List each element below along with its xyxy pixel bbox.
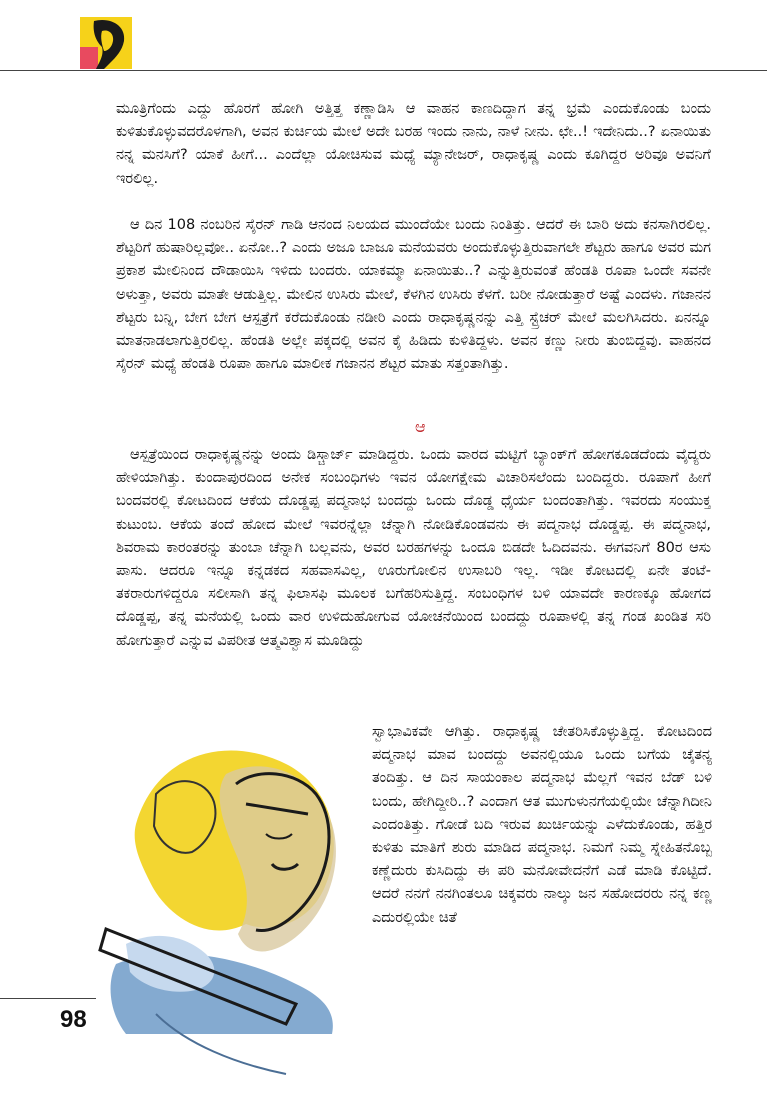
paragraph-3: ಆಸ್ಪತ್ರೆಯಿಂದ ರಾಧಾಕೃಷ್ಣನನ್ನು ಅಂದು ಡಿಸ್ಚಾರ್ಜ್ ಮಾಡಿದ್ದರು. ಒಂದು ವಾರದ ಮಟ್ಟಿಗೆ ಬ್ಯಾಂಕ್‌ಗೆ ಹೋಗಕೂಡದೆಂದು ವೈದ್ಯರು ಹೇಳಿಯಾಗಿತ್ತು. ಕುಂದಾಪುರದಿಂದ ಅನೇಕ ಸಂಬಂಧಿಗಳು ಇವನ ಯೋಗಕ್ಷೇಮ ವಿಚಾರಿಸಲೆಂದು ಬಂದಿದ್ದರು. ರೂಪಾಗೆ ಹೀಗೆ ಬಂದವರಲ್ಲಿ ಕೋಟದಿಂದ ಆಕೆಯ ದೊಡ್ಡಪ್ಪ ಪದ್ಮನಾಭ ಬಂದದ್ದು ಒಂದು ದೊಡ್ಡ ಧೈರ್ಯ ಬಂದಂತಾಗಿತ್ತು. ಇವರದು ಸಂಯುಕ್ತ ಕುಟುಂಬ. ಆಕೆಯ ತಂದೆ ಹೋದ ಮೇಲೆ ಇವರನ್ನೆಲ್ಲಾ ಚೆನ್ನಾಗಿ ನೋಡಿಕೊಂಡವನು ಈ ಪದ್ಮನಾಭ ದೊಡ್ಡಪ್ಪ. ಈ ಪದ್ಮನಾಭ, ಶಿವರಾಮ ಕಾರಂತರನ್ನು ತುಂಬಾ ಚೆನ್ನಾಗಿ ಬಲ್ಲವನು, ಅವರ ಬರಹಗಳನ್ನು ಒಂದೂ ಬಿಡದೇ ಓದಿದವನು. ಈಗವನಿಗೆ 80ರ ಆಸು ಪಾಸು. ಆದರೂ ಇನ್ನೂ ಕನ್ನಡಕದ ಸಹವಾಸವಿಲ್ಲ, ಊರುಗೋಲಿನ ಉಸಾಬರಿ ಇಲ್ಲ. ಇಡೀ ಕೋಟದಲ್ಲಿ ಏನೇ ತಂಟೆ-ತಕರಾರುಗಳಿದ್ದರೂ ಸಲೀಸಾಗಿ ತನ್ನ ಫಿಲಾಸಫಿ ಮೂಲಕ ಬಗೆಹರಿಸುತ್ತಿದ್ದ. ಸಂಬಂಧಿಗಳ ಬಳಿ ಯಾವದೇ ಕಾರಣಕ್ಕೂ ಹೋಗದ ದೊಡ್ಡಪ್ಪ, ತನ್ನ ಮನೆಯಲ್ಲಿ ಒಂದು ವಾರ ಉಳಿದುಹೋಗುವ ಯೋಚನೆಯಿಂದ ಬಂದದ್ದು ರೂಪಾಳಲ್ಲಿ ತನ್ನ ಗಂಡ ಖಂಡಿತ ಸರಿ ಹೋಗುತ್ತಾರೆ ಎನ್ನುವ ವಿಪರೀತ ಆತ್ಮವಿಶ್ವಾಸ ಮೂಡಿದ್ದು [116,447,711,649]
section-ornament: ಆ [415,417,426,436]
page-number: 98 [60,1006,87,1033]
header-rule [0,70,767,71]
magazine-logo [80,17,132,69]
story-illustration [96,714,362,1090]
page-number-rule [0,998,96,999]
paragraph-1: ಮೂತ್ರಿಗೆಂದು ಎದ್ದು ಹೊರಗೆ ಹೋಗಿ ಅತ್ತಿತ್ತ ಕಣ್ಣಾಡಿಸಿ ಆ ವಾಹನ ಕಾಣದಿದ್ದಾಗ ತನ್ನ ಭ್ರಮೆ ಎಂದುಕೊಂಡು ಬಂದು ಕುಳಿತುಕೊಳ್ಳುವದರೊಳಗಾಗಿ, ಅವನ ಕುರ್ಚಿಯ ಮೇಲೆ ಅದೇ ಬರಹ ಇಂದು ನಾನು, ನಾಳೆ ನೀನು. ಛೇ..! ಇದೇನಿದು..? ಏನಾಯಿತು ನನ್ನ ಮನಸಿಗೆ? ಯಾಕೆ ಹೀಗೆ... ಎಂದೆಲ್ಲಾ ಯೋಚಿಸುವ ಮಧ್ಯೆ ಮ್ಯಾನೇಜರ್, ರಾಧಾಕೃಷ್ಣ ಎಂದು ಕೂಗಿದ್ದರ ಅರಿವೂ ಅವನಿಗೆ ಇರಲಿಲ್ಲ. [116,101,711,187]
paragraph-2: ಆ ದಿನ 108 ನಂಬರಿನ ಸೈರನ್ ಗಾಡಿ ಆನಂದ ನಿಲಯದ ಮುಂದೆಯೇ ಬಂದು ನಿಂತಿತ್ತು. ಆದರೆ ಈ ಬಾರಿ ಅದು ಕನಸಾಗಿರಲಿಲ್ಲ. ಶೆಟ್ಟರಿಗೆ ಹುಷಾರಿಲ್ಲವೋ.. ಏನೋ..? ಎಂದು ಅಜೂ ಬಾಜೂ ಮನೆಯವರು ಅಂದುಕೊಳ್ಳುತ್ತಿರುವಾಗಲೇ ಶೆಟ್ಟರು ಹಾಗೂ ಅವರ ಮಗ ಪ್ರಕಾಶ ಮೇಲಿನಿಂದ ದೌಡಾಯಿಸಿ ಇಳಿದು ಬಂದರು. ಯಾಕಮ್ಮಾ ಏನಾಯಿತು..? ಎನ್ನುತ್ತಿರುವಂತೆ ಹೆಂಡತಿ ರೂಪಾ ಒಂದೇ ಸವನೇ ಅಳುತ್ತಾ, ಅವರು ಮಾತೇ ಆಡುತ್ತಿಲ್ಲ. ಮೇಲಿನ ಉಸಿರು ಮೇಲೆ, ಕೆಳಗಿನ ಉಸಿರು ಕೆಳಗೆ. ಬರೀ ನೋಡುತ್ತಾರೆ ಅಷ್ಟೆ ಎಂದಳು. ಗಜಾನನ ಶೆಟ್ಟರು ಬನ್ನಿ, ಬೇಗ ಬೇಗ ಆಸ್ಪತ್ರೆಗೆ ಕರೆದುಕೊಂಡು ನಡೀರಿ ಎಂದು ರಾಧಾಕೃಷ್ಣನನ್ನು ಎತ್ತಿ ಸ್ಟ್ರೆಚರ್ ಮೇಲೆ ಮಲಗಿಸಿದರು. ಏನನ್ನೂ ಮಾತನಾಡಲಾಗುತ್ತಿರಲಿಲ್ಲ. ಹೆಂಡತಿ ಅಲ್ಲೇ ಪಕ್ಕದಲ್ಲಿ ಅವನ ಕೈ ಹಿಡಿದು ಕುಳಿತಿದ್ದಳು. ಅವನ ಕಣ್ಣು ನೀರು ತುಂಬಿದ್ದವು. ವಾಹನದ ಸೈರನ್ ಮಧ್ಯೆ ಹೆಂಡತಿ ರೂಪಾ ಹಾಗೂ ಮಾಲೀಕ ಗಜಾನನ ಶೆಟ್ಟರ ಮಾತು ಸತ್ತಂತಾಗಿತ್ತು. [116,217,711,373]
paragraph-4: ಸ್ವಾಭಾವಿಕವೇ ಆಗಿತ್ತು. ರಾಧಾಕೃಷ್ಣ ಚೇತರಿಸಿಕೊಳ್ಳುತ್ತಿದ್ದ. ಕೋಟದಿಂದ ಪದ್ಮನಾಭ ಮಾವ ಬಂದದ್ದು ಅವನಲ್ಲಿಯೂ ಒಂದು ಬಗೆಯ ಚೈತನ್ಯ ತಂದಿತ್ತು. ಆ ದಿನ ಸಾಯಂಕಾಲ ಪದ್ಮನಾಭ ಮೆಲ್ಲಗೆ ಇವನ ಬೆಡ್ ಬಳಿ ಬಂದು, ಹೇಗಿದ್ದೀರಿ..? ಎಂದಾಗ ಆತ ಮುಗುಳುನಗೆಯಲ್ಲಿಯೇ ಚೆನ್ನಾಗಿದೀನಿ ಎಂದಂತಿತ್ತು. ಗೋಡೆ ಬದಿ ಇರುವ ಖುರ್ಚಿಯನ್ನು ಎಳೆದುಕೊಂಡು, ಹತ್ತಿರ ಕುಳಿತು ಮಾತಿಗೆ ಶುರು ಮಾಡಿದ ಪದ್ಮನಾಭ. ನಿಮಗೆ ನಿಮ್ಮ ಸ್ನೇಹಿತನೊಬ್ಬ ಕಣ್ಣೆದುರು ಕುಸಿದಿದ್ದು ಈ ಪರಿ ಮನೋವೇದನೆಗೆ ಎಡೆ ಮಾಡಿ ಕೊಟ್ಟಿದೆ. ಆದರೆ ನನಗೆ ನನಗಿಂತಲೂ ಚಿಕ್ಕವರು ನಾಲ್ಕು ಜನ ಸಹೋದರರು ನನ್ನ ಕಣ್ಣ ಎದುರಲ್ಲಿಯೇ ಚಿತೆ [372,724,712,926]
